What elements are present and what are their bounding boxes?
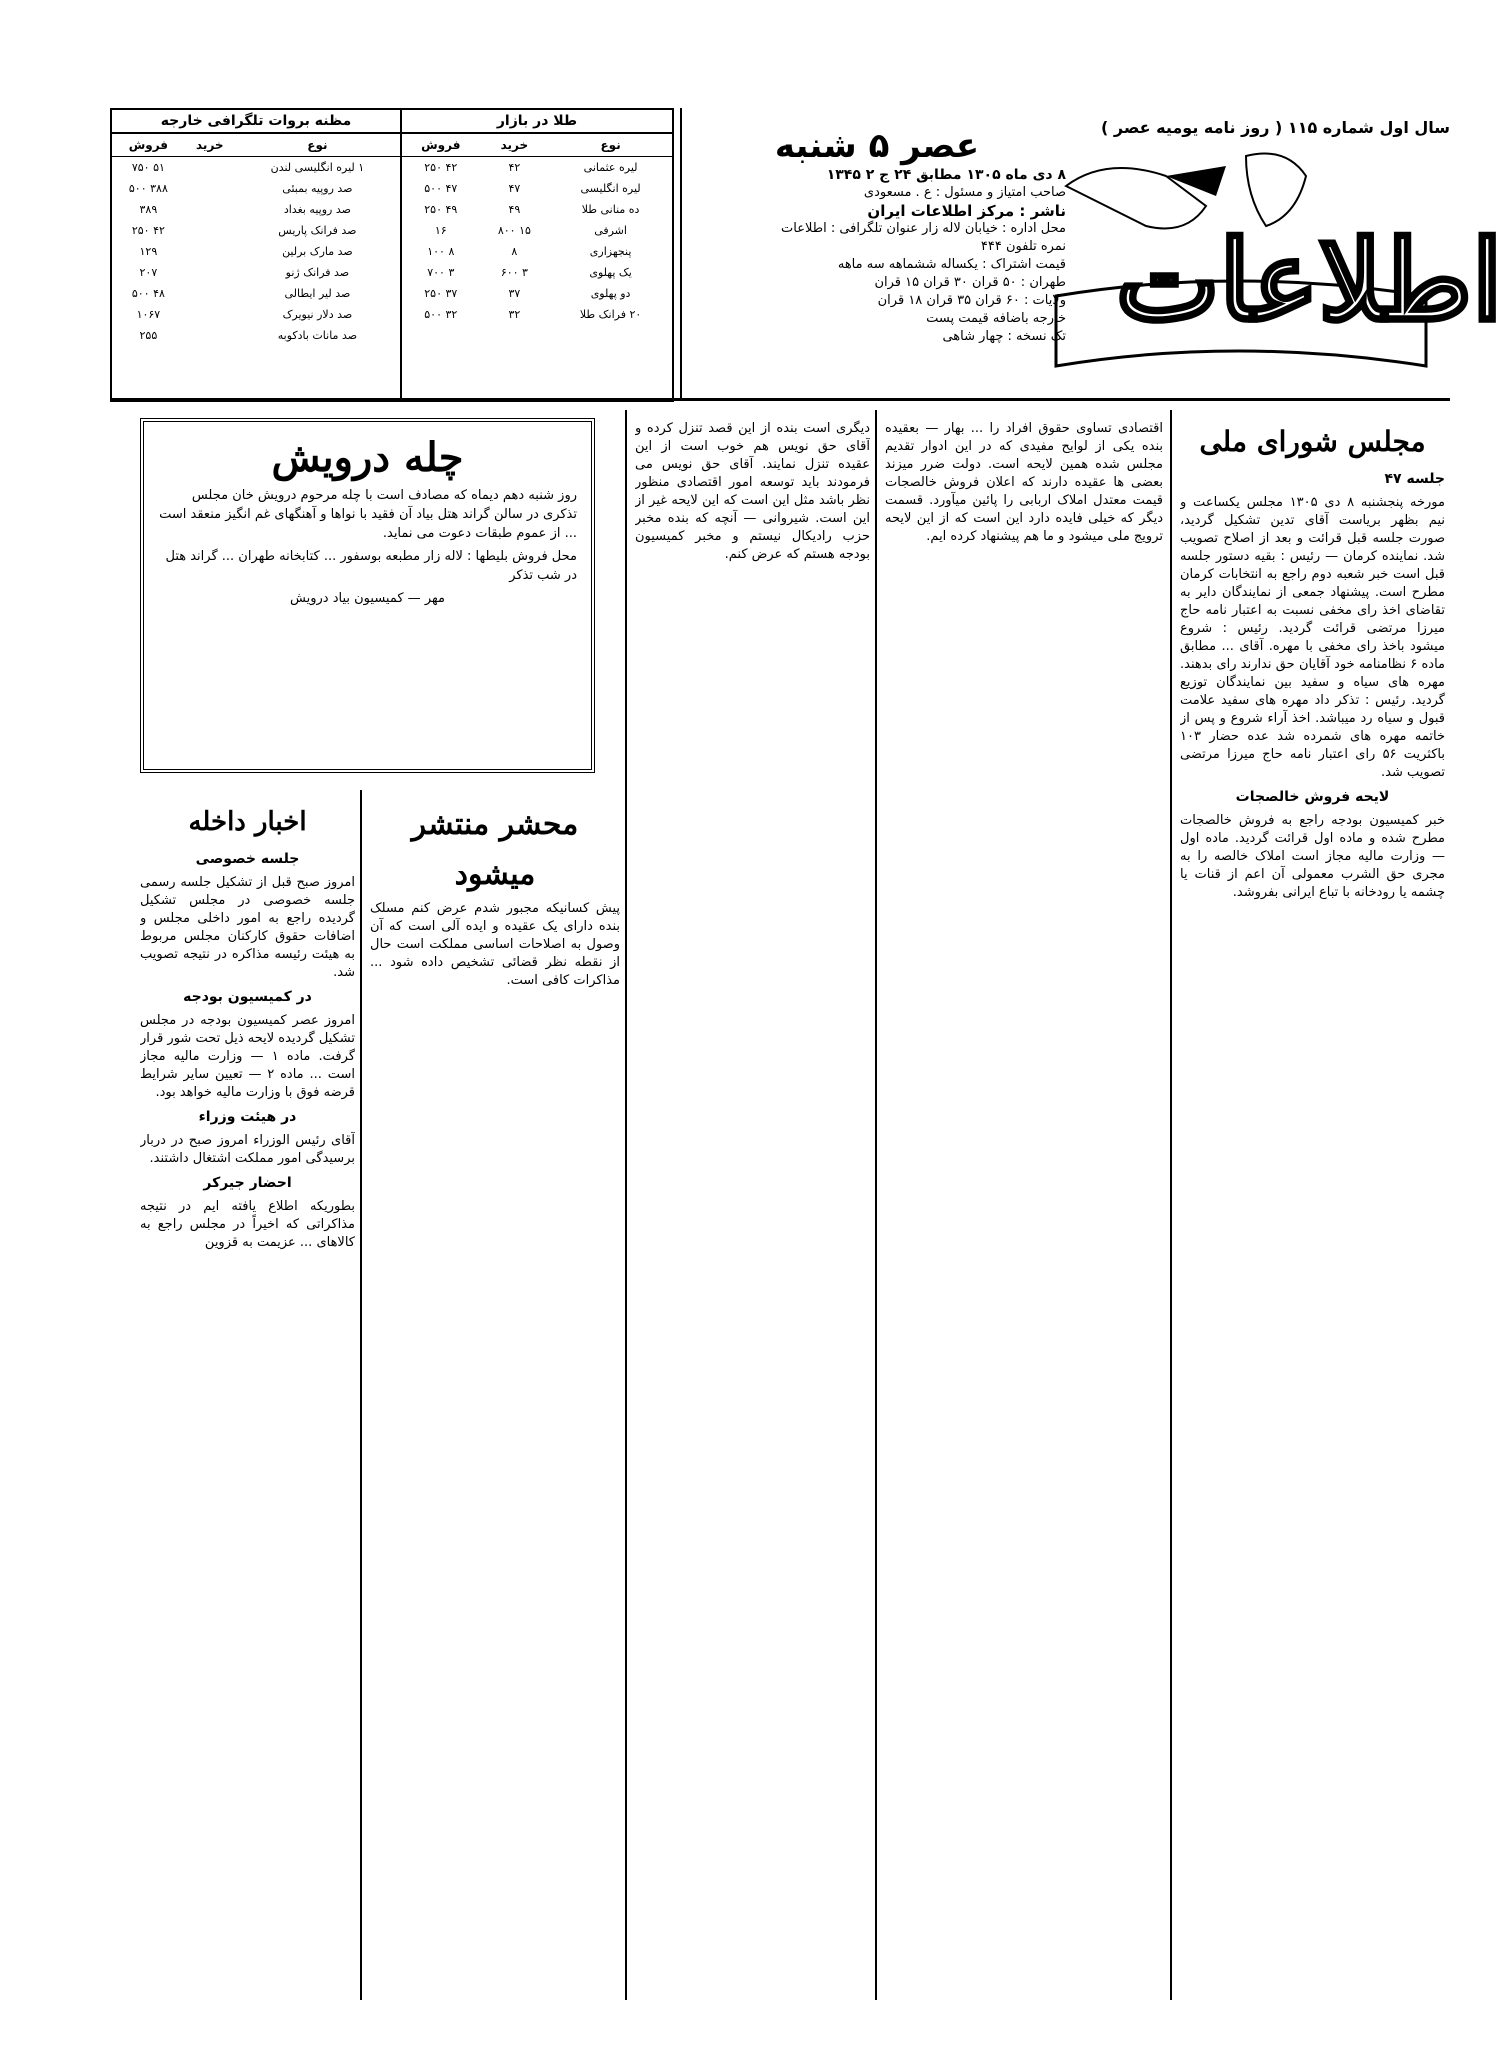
domestic-sub-1: جلسه خصوصی bbox=[195, 851, 300, 867]
exchange-cell bbox=[185, 325, 235, 346]
announcement-box bbox=[140, 418, 595, 773]
exchange-cell: صد روپیه بمبئی bbox=[282, 182, 353, 195]
abroad-line: خارجه باضافه قیمت پست bbox=[926, 311, 1066, 326]
gold-cell: ۳۷ bbox=[508, 287, 521, 300]
gold-cell: پنجهزاری bbox=[589, 245, 632, 258]
domestic-sub-4: احضار جیرکر bbox=[203, 1175, 292, 1191]
date-line: ۸ دی ماه ۱۳۰۵ مطابق ۲۴ ج ۲ ۱۳۴۵ bbox=[826, 167, 1066, 183]
exchange-cell: صد مانات بادکوبه bbox=[277, 329, 358, 342]
exchange-cell bbox=[185, 220, 235, 241]
gold-cell: ۱۶ bbox=[434, 224, 447, 237]
gold-row bbox=[402, 262, 672, 283]
exchange-header-cell: فروش bbox=[112, 134, 185, 157]
gold-cell: لیره عثمانی bbox=[583, 161, 638, 174]
domestic-title: اخبار داخله bbox=[188, 807, 307, 837]
parliament-title: مجلس شورای ملی bbox=[1199, 425, 1426, 458]
gold-row bbox=[402, 283, 672, 304]
announcement-places: محل فروش بلیطها : لاله زار مطبعه بوسفور ... کتابخانه طهران ... گراند هتل در شب تذکر bbox=[165, 549, 577, 583]
exchange-cell: ۱۰۶۷ bbox=[136, 308, 161, 321]
gold-cell: دو پهلوی bbox=[590, 287, 631, 300]
office-line: محل اداره : خیابان لاله زار عنوان تلگرافی : اطلاعات bbox=[781, 221, 1066, 236]
exchange-cell: ۲۰۷ bbox=[139, 266, 158, 279]
parliament-subheading: لایحه فروش خالصجات bbox=[1235, 789, 1390, 805]
gold-cell: ۲۰ فرانک طلا bbox=[579, 308, 642, 321]
exchange-cell: ۴۲ ۲۵۰ bbox=[131, 224, 165, 237]
exchange-cell bbox=[185, 283, 235, 304]
domestic-news-column bbox=[140, 800, 355, 2000]
masthead bbox=[110, 108, 1503, 398]
debate-body: دیگری است بنده از این قصد تنزل کرده و آقای حق نویس هم خوب است از این عقیده تنزل نمایند. آقای حق نویس می فرمودند باید توسعه امور اقتصادی منظور نظر باشد مثل این است که این لایحه غیر از این است. شیروانی — آنچه که بنده مخبر حزب رادیکال نیستم و مخبر کمیسیون بودجه هستم که عرض کنم. bbox=[635, 421, 870, 562]
gold-cell: لیره انگلیسی bbox=[580, 182, 641, 195]
gold-cell: ۴۲ ۲۵۰ bbox=[424, 161, 458, 174]
exchange-cell: صد لیر ایطالی bbox=[284, 287, 351, 300]
exchange-cell bbox=[185, 178, 235, 199]
tehran-price: طهران : ۵۰ قران ۳۰ قران ۱۵ قران bbox=[874, 275, 1066, 290]
gold-header-cell: خرید bbox=[480, 134, 550, 157]
gold-row bbox=[402, 199, 672, 220]
gold-table bbox=[402, 134, 672, 325]
gold-market-table bbox=[400, 110, 672, 400]
domestic-body-2: امروز عصر کمیسیون بودجه در مجلس تشکیل گردیده لایحه ذیل تحت شور قرار گرفت. ماده ۱ — وزارت مالیه مجاز است ... ماده ۲ — تعیین سایر شرایط قرضه فوق با وزارت مالیه خواهد بود. bbox=[140, 1013, 355, 1100]
phone-line: نمره تلفون ۴۴۴ bbox=[980, 239, 1066, 254]
domestic-body-3: آقای رئیس الوزراء امروز صبح در دربار برسیدگی امور مملکت اشتغال داشتند. bbox=[140, 1133, 355, 1166]
exchange-cell bbox=[185, 199, 235, 220]
provinces-price: ولایات : ۶۰ قران ۳۵ قران ۱۸ قران bbox=[877, 293, 1066, 308]
gold-cell: ۴۹ ۲۵۰ bbox=[424, 203, 458, 216]
exchange-cell: ۲۵۵ bbox=[139, 329, 158, 342]
publication-info bbox=[680, 108, 1072, 398]
exchange-cell bbox=[185, 157, 235, 179]
gold-cell: ۳۲ bbox=[508, 308, 521, 321]
gold-cell: ۳ ۶۰۰ bbox=[500, 266, 528, 279]
gold-cell: ۴۷ ۵۰۰ bbox=[424, 182, 458, 195]
mahshar-body: پیش کسانیکه مجبور شدم عرض کنم مسلک بنده دارای یک عقیده و ایده آلی است که آن وصول به اصلاحات اساسی مملکت است حال از نقطه نظر قضائی تشخیص داده شود ... مذاکرات کافی است. bbox=[370, 901, 620, 988]
exchange-cell: ۳۸۹ bbox=[139, 203, 158, 216]
gold-cell: یک پهلوی bbox=[589, 266, 632, 279]
domestic-sub-2: در کمیسیون بودجه bbox=[183, 989, 312, 1005]
exchange-rates-title: مظنه بروات تلگرافی خارجه bbox=[112, 110, 400, 134]
parliament-body-2: خبر کمیسیون بودجه راجع به فروش خالصجات مطرح شده و ماده اول قرائت گردید. ماده اول — وزارت مالیه مجاز است املاک خالصه را به مجری حق الشرب معمولی آن اعم از قنات یا چشمه یا رودخانه با تباع ایرانی بفروشد. bbox=[1180, 813, 1445, 900]
single-issue-price: تک نسخه : چهار شاهی bbox=[942, 329, 1066, 344]
masthead-divider bbox=[110, 398, 1450, 401]
exchange-row bbox=[112, 199, 400, 220]
gold-row bbox=[402, 178, 672, 199]
day-name: عصر ۵ شنبه bbox=[774, 126, 980, 166]
issue-line: سال اول شماره ۱۱۵ ( روز نامه یومیه عصر ) bbox=[1101, 118, 1450, 137]
gold-cell: ۸ ۱۰۰ bbox=[427, 245, 455, 258]
exchange-row bbox=[112, 304, 400, 325]
mahshar-column bbox=[370, 800, 620, 2000]
exchange-row bbox=[112, 157, 400, 179]
exchange-cell bbox=[185, 262, 235, 283]
gold-cell: ۸ bbox=[511, 245, 518, 258]
gold-cell: ده منانی طلا bbox=[581, 203, 640, 216]
announcement-footer: مهر — کمیسیون بیاد درویش bbox=[290, 591, 445, 606]
parliament-column bbox=[1180, 420, 1445, 2000]
gold-row bbox=[402, 241, 672, 262]
economic-body: اقتصادی تساوی حقوق افراد را ... بهار — بعقیده بنده یکی از لوایح مفیدی که در این ادوار تقدیم مجلس شده همین لایحه است. دولت ضرر میزند بعضی ها عقیده دارند که اعلان فروش خالصجات قیمت معتدل املاک اربابی را پائین میآورد. قسمت دیگر که خیلی فایده دارد این است که از این لایحه ترویج ملی میشود و ما هم پیشنهاد کرده ایم. bbox=[885, 421, 1163, 544]
column-divider bbox=[360, 790, 362, 2000]
mahshar-title: محشر منتشر میشود bbox=[411, 807, 579, 892]
domestic-sub-3: در هیئت وزراء bbox=[198, 1109, 297, 1125]
owner-line: صاحب امتیاز و مسئول : ع . مسعودی bbox=[863, 185, 1066, 200]
subscription-header: قیمت اشتراک : یکساله ششماهه سه ماهه bbox=[837, 257, 1066, 272]
exchange-row bbox=[112, 283, 400, 304]
exchange-row bbox=[112, 262, 400, 283]
debate-column bbox=[635, 420, 870, 2000]
exchange-cell: صد روپیه بغداد bbox=[283, 203, 351, 216]
domestic-body-4: بطوریکه اطلاع یافته ایم در نتیجه مذاکراتی که اخیراً در مجلس راجع به کالاهای ... عزیمت به قزوین bbox=[140, 1199, 355, 1250]
exchange-row bbox=[112, 220, 400, 241]
logo-text: اطلاعات bbox=[1116, 216, 1503, 345]
gold-cell: ۳۲ ۵۰۰ bbox=[424, 308, 458, 321]
exchange-cell: صد مارک برلین bbox=[282, 245, 353, 258]
gold-header-cell: فروش bbox=[402, 134, 480, 157]
domestic-body-1: امروز صبح قبل از تشکیل جلسه رسمی جلسه خصوصی در مجلس تشکیل گردیده راجع به امور داخلی مجلس و اضافات حقوق کارکنان مجلس مربوط به هیئت رئیسه مذاکره در نتیجه تصویب شد. bbox=[140, 875, 355, 980]
exchange-cell: صد فرانک پاریس bbox=[278, 224, 357, 237]
gold-market-title: طلا در بازار bbox=[402, 110, 672, 134]
exchange-row bbox=[112, 241, 400, 262]
exchange-cell bbox=[185, 241, 235, 262]
exchange-cell: صد دلار نیویرک bbox=[282, 308, 353, 321]
gold-cell: ۴۷ bbox=[508, 182, 521, 195]
gold-cell: ۴۲ bbox=[508, 161, 521, 174]
gold-cell: اشرفی bbox=[594, 224, 627, 237]
column-divider bbox=[625, 410, 627, 2000]
exchange-cell: ۱۲۹ bbox=[139, 245, 158, 258]
announcement-body: روز شنبه دهم دیماه که مصادف است با چله مرحوم درویش خان مجلس تذکری در سالن گراند هتل بیاد آن فقید با نواها و آهنگهای غم انگیز منعقد است ... از عموم طبقات دعوت می نماید. bbox=[159, 488, 577, 541]
exchange-table bbox=[112, 134, 400, 346]
announcement-title: چله درویش bbox=[271, 434, 464, 481]
gold-row bbox=[402, 304, 672, 325]
gold-cell: ۱۵ ۸۰۰ bbox=[497, 224, 531, 237]
exchange-cell: صد فرانک ژنو bbox=[285, 266, 350, 279]
exchange-cell bbox=[185, 304, 235, 325]
parliament-body: مورخه پنجشنبه ۸ دی ۱۳۰۵ مجلس یکساعت و نیم بظهر بریاست آقای تدین تشکیل گردید، صورت جلسه قبل قرائت و بعد از اصلاح تصویب شد. نماینده کرمان — رئیس : بقیه دستور جلسه قبل است خبر شعبه دوم راجع به انتخابات کرمان مطرح است. پیشنهاد جمعی از نمایندگان دایر به تقاضای اخذ رای مخفی نسبت به اعتبار نامه حاج میرزا مرتضی قرائت گردید. رئیس : شروع میشود باخذ رای مخفی با مهره. آقای ... مطابق ماده ۶ نظامنامه خود آقایان حق ندارند رای بدهند. مهره های سیاه و سفید بین نمایندگان توزیع گردید. رئیس : تذکر داد مهره های سفید علامت قبول و سیاه رد میباشد. اخذ آراء شروع و پس از خاتمه مهره های شمرده شد عده حضار ۱۰۳ باکثریت ۵۶ رای اعتبار نامه حاج میرزا مرتضی تصویب شد. bbox=[1180, 495, 1445, 780]
economic-column bbox=[885, 420, 1163, 2000]
exchange-rates-table bbox=[112, 110, 400, 400]
exchange-header-cell: نوع bbox=[235, 134, 400, 157]
gold-row bbox=[402, 157, 672, 179]
exchange-row bbox=[112, 178, 400, 199]
gold-header-cell: نوع bbox=[549, 134, 672, 157]
column-divider bbox=[1170, 410, 1172, 2000]
gold-cell: ۳ ۷۰۰ bbox=[427, 266, 455, 279]
column-divider bbox=[875, 410, 877, 2000]
newspaper-logo bbox=[1046, 146, 1503, 376]
exchange-row bbox=[112, 325, 400, 346]
market-tables bbox=[110, 108, 674, 402]
gold-cell: ۳۷ ۲۵۰ bbox=[424, 287, 458, 300]
exchange-cell: ۵۱ ۷۵۰ bbox=[131, 161, 165, 174]
parliament-session: جلسه ۴۷ bbox=[1384, 471, 1445, 487]
exchange-cell: ۳۸۸ ۵۰۰ bbox=[128, 182, 168, 195]
exchange-cell: ۱ لیره انگلیسی لندن bbox=[270, 161, 365, 174]
exchange-cell: ۴۸ ۵۰۰ bbox=[131, 287, 165, 300]
publisher-line: ناشر : مرکز اطلاعات ایران bbox=[867, 202, 1066, 220]
gold-row bbox=[402, 220, 672, 241]
gold-cell: ۴۹ bbox=[508, 203, 521, 216]
exchange-header-cell: خرید bbox=[185, 134, 235, 157]
